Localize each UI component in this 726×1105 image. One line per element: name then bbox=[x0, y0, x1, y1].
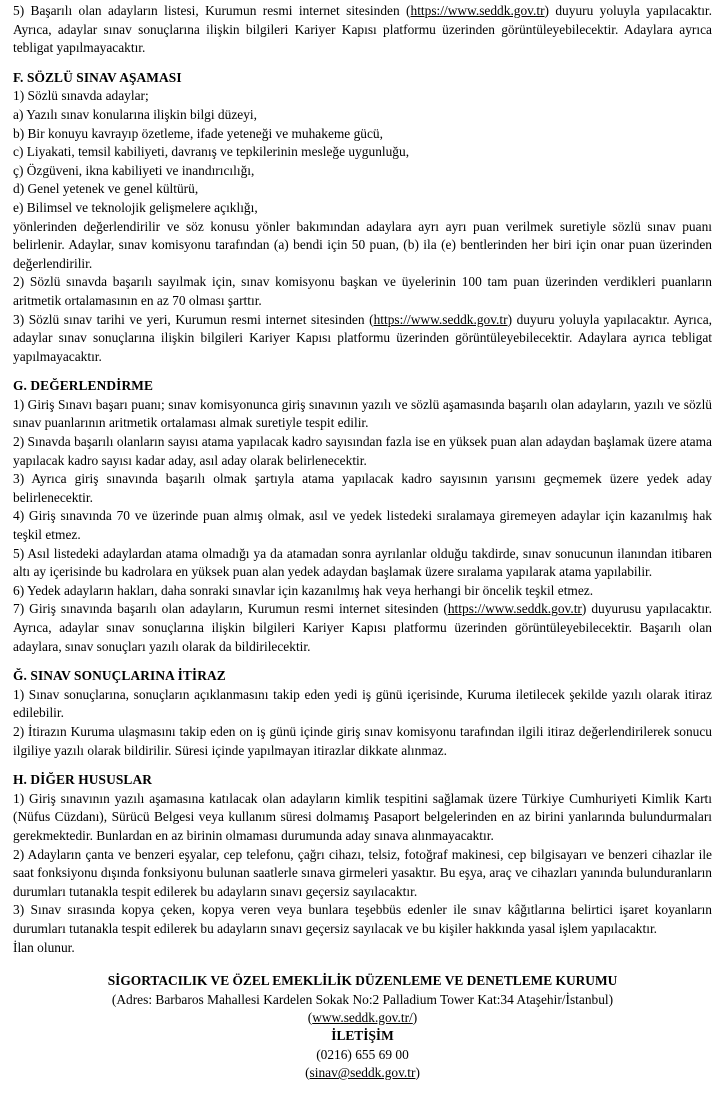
paren-close: ) bbox=[415, 1065, 420, 1081]
paragraph: 1) Giriş sınavının yazılı aşamasına katılacak olan adayların kimlik tespitini sağlamak üzere Türkiye Cumhuriyeti Kimlik Kartı (Nüfus Cüzdanı), Sürücü Belgesi veya kullanım süresi dolmamış Pasaport belgelerinden en az birini yanlarında bulundurmaları gerekmektedir. Bunlardan en az birinin olmaması durumunda aday sınava alınmayacaktır. bbox=[13, 790, 712, 843]
footer bbox=[13, 972, 712, 1082]
paragraph: 1) Giriş Sınavı başarı puanı; sınav komisyonunca giriş sınavının yazılı ve sözlü aşamasında başarılı olan adayların, yazılı ve sözlü sınav puanlarının aritmetik ortalaması almak suretiyle tespit edilir. bbox=[13, 396, 712, 431]
paragraph-text: 3) Sözlü sınav tarihi ve yeri, Kurumun resmi internet sitesinden ( bbox=[13, 311, 374, 327]
email-link[interactable]: sinav@seddk.gov.tr bbox=[309, 1065, 416, 1081]
paragraph: 2) İtirazın Kuruma ulaşmasını takip eden on iş günü içinde giriş sınav komisyonu tarafından ilgili itiraz değerlendirilerek sonucu ilgiliye yazılı olarak bildirilir. Süresi içinde yapılmayan itirazlar dikkate alınmaz. bbox=[13, 723, 712, 758]
paragraph: 2) Sözlü sınavda başarılı sayılmak için, sınav komisyonu başkan ve üyelerinin 100 tam puan üzerinden verdikleri puanların aritmetik ortalamasının en az 70 olması şarttır. bbox=[13, 274, 712, 308]
section-other-matters bbox=[13, 771, 712, 957]
paren-close: ) bbox=[412, 1009, 418, 1025]
paragraph: 6) Yedek adayların hakları, daha sonraki sınavlar için kazanılmış hak veya herhangi bir öncelik teşkil etmez. bbox=[13, 582, 594, 598]
paragraph bbox=[13, 311, 712, 367]
list-item: a) Yazılı sınav konularına ilişkin bilgi düzeyi, bbox=[13, 106, 257, 122]
seddk-website-link[interactable]: https://www.seddk.gov.tr bbox=[410, 3, 545, 18]
paragraph: 4) Giriş sınavında 70 ve üzerinde puan almış olmak, asıl ve yedek listedeki sıralamaya giremeyen adaylar için kazanılmış hak teşkil etmez. bbox=[13, 508, 712, 543]
section-title: F. SÖZLÜ SINAV AŞAMASI bbox=[13, 69, 182, 85]
section-evaluation bbox=[13, 377, 712, 656]
list-item: 1) Sözlü sınavda adaylar; bbox=[13, 88, 149, 104]
paragraph: 2) Adayların çanta ve benzeri eşyalar, cep telefonu, çağrı cihazı, telsiz, fotoğraf makinesi, cep bilgisayarı ve benzeri cihazlar ile saat fonksiyonu dışında fonksiyonu bulunan saatlerle sınava girmeleri yasaktır. Bu eşya, araç ve cihazları yanında bulunduranların durumları tutanakla tespit edilerek bu adayların sınavı geçersiz sayılacaktır. bbox=[13, 846, 712, 899]
phone-number: (0216) 655 69 00 bbox=[316, 1046, 409, 1062]
paragraph: 1) Sınav sonuçlarına, sonuçların açıklanmasını takip eden yedi iş günü içerisinde, Kuruma iletilecek şekilde yazılı olarak itiraz edilebilir. bbox=[13, 686, 712, 721]
paragraph: 3) Sınav sırasında kopya çeken, kopya veren veya bunlara teşebbüs edenler ile sınav kâğıtlarına belirtici işaret koyanların durumları tutanakla tespit edilerek bu adayların sınavı geçersiz sayılacak ve bu kişiler hakkında yasal işlem yapılacaktır. bbox=[13, 902, 712, 936]
website-line bbox=[13, 1009, 712, 1027]
paragraph: yönlerinden değerlendirilir ve söz konusu yönler bakımından adaylara ayrı ayrı puan verilmek suretiyle sözlü sınav puanı belirlenir. Adaylar, sınav komisyonu tarafından (a) bendi için 50 puan, (b) ila (e) bentlerinden her biri için onar puan üzerinden değerlendirilir. bbox=[13, 218, 712, 271]
list-item: d) Genel yetenek ve genel kültürü, bbox=[13, 181, 199, 197]
paragraph-text: 7) Giriş sınavında başarılı olan adayların, Kurumun resmi internet sitesinden ( bbox=[13, 601, 448, 617]
list-item: b) Bir konuyu kavrayıp özetleme, ifade yeteneği ve muhakeme gücü, bbox=[13, 125, 383, 141]
paragraph: 2) Sınavda başarılı olanların sayısı atama yapılacak kadro sayısından fazla ise en yüksek puan alan adaydan başlamak üzere atama yapılacak kadro sayısı kadar aday, asıl aday olarak belirlenecektir. bbox=[13, 434, 712, 468]
paragraph: 5) Asıl listedeki adaylardan atama olmadığı ya da atamadan sonra ayrılanlar olduğu takdirde, sınav sonucunun ilanından itibaren altı ay içerisinde bu kadrolara en yüksek puan alan yedek adaydan başlamak üzere sıralama yapılarak atama yapılabilir. bbox=[13, 545, 712, 580]
paren-open: ( bbox=[307, 1009, 313, 1025]
section-title: G. DEĞERLENDİRME bbox=[13, 378, 153, 394]
paren-open: ( bbox=[305, 1065, 310, 1081]
intro-paragraph bbox=[13, 2, 712, 58]
section-objection bbox=[13, 667, 712, 760]
list-item: e) Bilimsel ve teknolojik gelişmelere açıklığı, bbox=[13, 199, 258, 215]
section-oral-exam bbox=[13, 69, 712, 367]
organization-name: SİGORTACILIK VE ÖZEL EMEKLİLİK DÜZENLEME VE DENETLEME KURUMU bbox=[107, 973, 618, 989]
intro-text-end: ) duyuru yoluyla yapılacaktır. Ayrıca, adaylar sınav sonuçlarına ilişkin bilgileri Kariyer Kapısı platformu üzerinden görüntüleyebilecektir. Adaylara ayrıca tebligat yapılmayacaktır. bbox=[13, 3, 712, 56]
paragraph bbox=[13, 600, 712, 656]
list-item: c) Liyakati, temsil kabiliyeti, davranış ve tepkilerinin mesleğe uygunluğu, bbox=[13, 144, 410, 160]
intro-text: 5) Başarılı olan adayların listesi, Kurumun resmi internet sitesinden ( bbox=[13, 3, 411, 18]
paragraph-text-end: ) duyurusu yapılacaktır. Ayrıca, adaylar sınav sonuçlarına ilişkin bilgileri Kariyer Kapısı platformu üzerinden görüntüleyebilecektir. Başarılı olan adaylara, sınav sonuçları yazılı olarak da bildirilecektir. bbox=[13, 601, 712, 654]
closing-line: İlan olunur. bbox=[13, 939, 75, 955]
email-line bbox=[13, 1064, 712, 1082]
section-title: Ğ. SINAV SONUÇLARINA İTİRAZ bbox=[13, 668, 226, 684]
section-title: H. DİĞER HUSUSLAR bbox=[13, 772, 152, 788]
seddk-website-link[interactable]: https://www.seddk.gov.tr bbox=[373, 311, 508, 327]
seddk-website-link[interactable]: https://www.seddk.gov.tr bbox=[447, 601, 582, 617]
website-link[interactable]: www.seddk.gov.tr/ bbox=[312, 1009, 413, 1025]
paragraph: 3) Ayrıca giriş sınavında başarılı olmak şartıyla atama yapılacak kadro sayısının yarısını geçmemek üzere yedek aday belirlenecektir. bbox=[13, 471, 712, 505]
organization-address: (Adres: Barbaros Mahallesi Kardelen Sokak No:2 Palladium Tower Kat:34 Ataşehir/İstanbul) bbox=[111, 991, 614, 1007]
paragraph-text-end: ) duyuru yoluyla yapılacaktır. Ayrıca, adaylar sınav sonuçlarına ilişkin bilgileri Kariyer Kapısı platformu üzerinden görüntüleyebilecektir. Adaylara ayrıca tebligat yapılmayacaktır. bbox=[13, 311, 713, 364]
contact-title: İLETİŞİM bbox=[331, 1028, 394, 1044]
list-item: ç) Özgüveni, ikna kabiliyeti ve inandırıcılığı, bbox=[13, 162, 255, 178]
